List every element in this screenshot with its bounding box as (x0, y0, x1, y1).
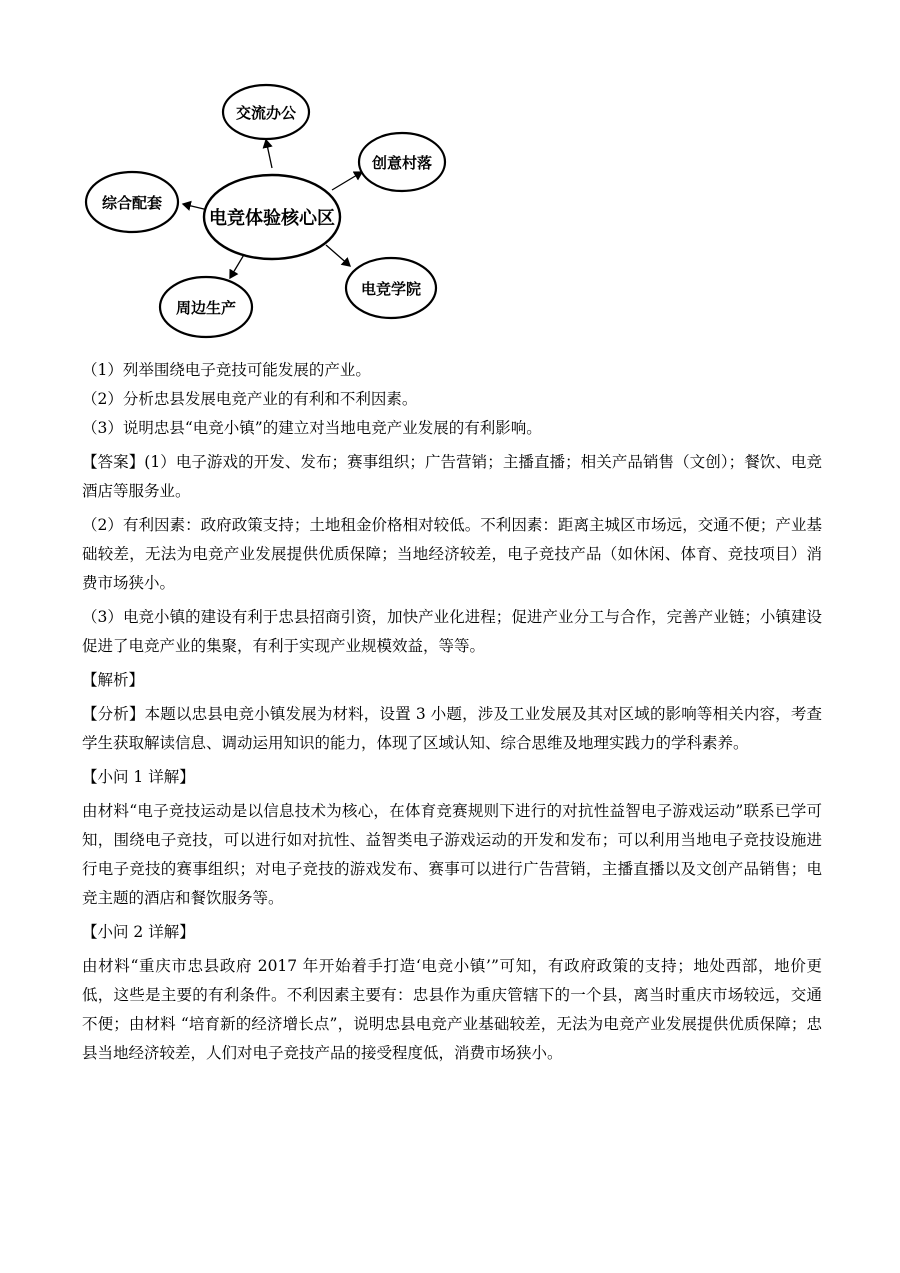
sub1-heading: 【小问 1 详解】 (82, 768, 195, 786)
industry-diagram (80, 70, 480, 360)
node-bottom-right-label: 电竞学院 (360, 280, 422, 298)
document-body (82, 356, 822, 1073)
node-center-label: 电竞体验核心区 (209, 208, 335, 229)
sub2-text: 由材料“重庆市忠县政府 2017 年开始着手打造‘电竞小镇’”可知，有政府政策的支持；地处西部，地价更低，这些是主要的有利条件。不利因素主要有：忠县作为重庆管辖下的一个县，离当时重庆市场较远，交通不便；由材料 “培育新的经济增长点”，说明忠县电竞产业基础较差，无法为电竞产业发展提供优质保障；忠县当地经济较差，人们对电子竞技产品的接受程度低，消费市场狭小。 (82, 957, 822, 1062)
node-bottom-left-label: 周边生产 (175, 299, 237, 317)
answer-2: （2）有利因素：政府政策支持；土地租金价格相对较低。不利因素：距离主城区市场远，交通不便；产业基础较差，无法为电竞产业发展提供优质保障；当地经济较差，电子竞技产品（如休闲、体育、竞技项目）消费市场狭小。 (82, 516, 822, 592)
analysis-heading: 【解析】 (82, 671, 145, 689)
answer-3: （3）电竞小镇的建设有利于忠县招商引资，加快产业化进程；促进产业分工与合作，完善产业链；小镇建设促进了电竞产业的集聚，有利于实现产业规模效益，等等。 (82, 608, 822, 655)
arrow-to-right-top (332, 172, 362, 190)
question-1: （1）列举围绕电子竞技可能发展的产业。 (82, 361, 371, 379)
node-left-label: 综合配套 (101, 194, 163, 212)
analysis-summary: 【分析】本题以忠县电竞小镇发展为材料，设置 3 小题，涉及工业发展及其对区域的影响等相关内容，考查学生获取解读信息、调动运用知识的能力，体现了区域认知、综合思维及地理实践力的学科素养。 (82, 705, 822, 752)
question-2: （2）分析忠县发展电竞产业的有利和不利因素。 (82, 390, 418, 408)
sub1-text: 由材料“电子竞技运动是以信息技术为核心，在体育竞赛规则下进行的对抗性益智电子游戏运动”联系已学可知，围绕电子竞技，可以进行如对抗性、益智类电子游戏运动的开发和发布；可以利用当地电子竞技设施进行电子竞技的赛事组织；对电子竞技的游戏发布、赛事可以进行广告营销，主播直播以及文创产品销售；电竞主题的酒店和餐饮服务等。 (82, 802, 822, 907)
node-top-label: 交流办公 (235, 104, 297, 122)
answer-1: 【答案】(1）电子游戏的开发、发布；赛事组织；广告营销；主播直播；相关产品销售（文创）；餐饮、电竞酒店等服务业。 (82, 453, 822, 500)
arrow-to-bottom-right (326, 245, 350, 266)
node-right-top-label: 创意村落 (371, 154, 433, 172)
sub2-heading: 【小问 2 详解】 (82, 923, 195, 941)
question-3: （3）说明忠县“电竞小镇”的建立对当地电竞产业发展的有利影响。 (82, 419, 542, 437)
arrow-to-top (266, 140, 272, 168)
